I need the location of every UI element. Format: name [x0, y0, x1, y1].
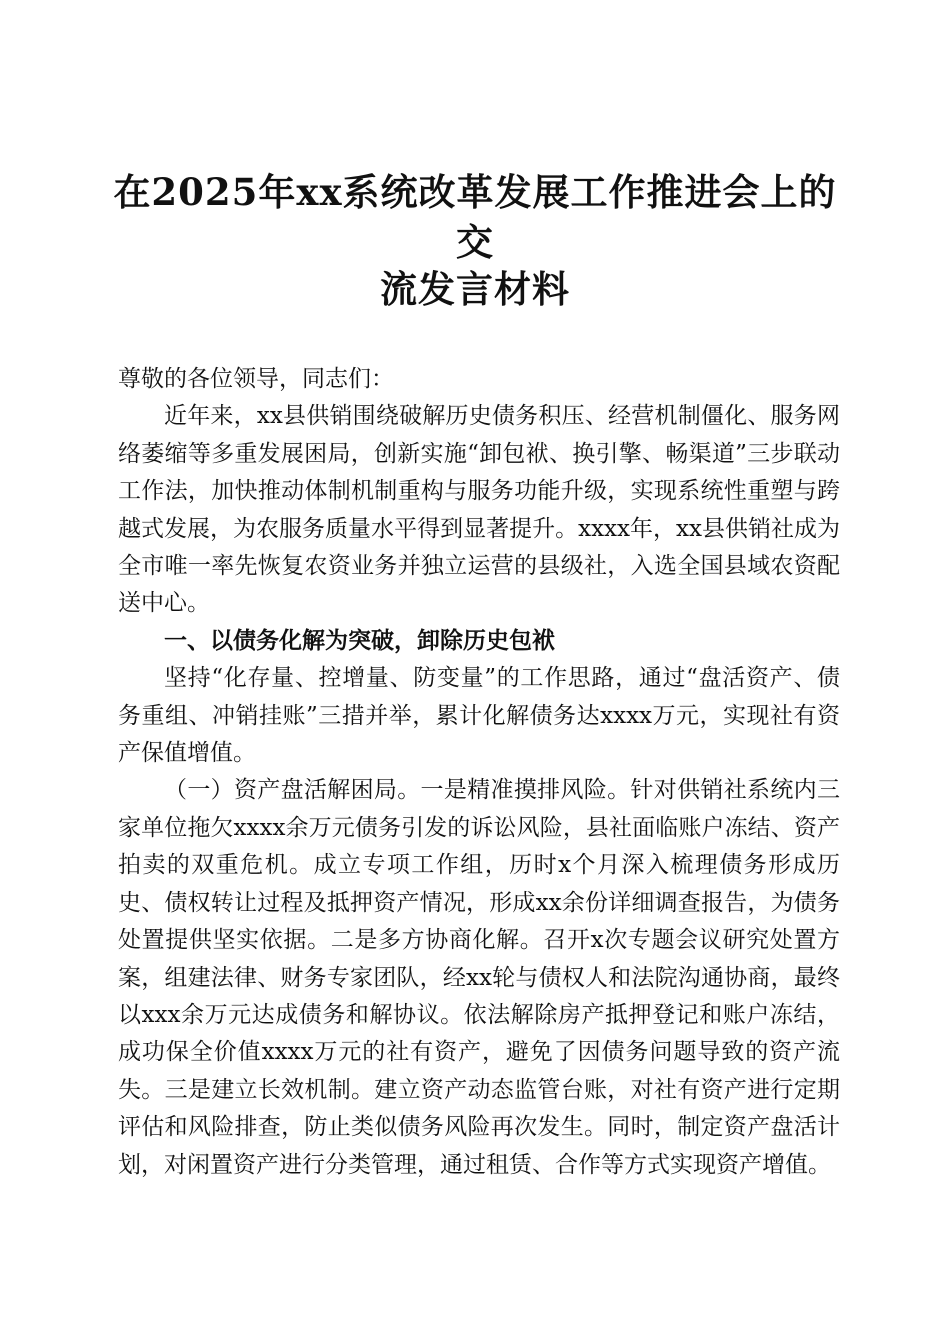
section-1-paragraph: 坚持“化存量、控增量、防变量”的工作思路，通过“盘活资产、债务重组、冲销挂账”三措并举，累计化解债务达xxxx万元，实现社有资产保值增值。: [118, 665, 840, 767]
salutation: 尊敬的各位领导，同志们：: [118, 366, 394, 392]
section-heading-1: 一、以债务化解为突破，卸除历史包袱: [164, 627, 555, 654]
document-body: [118, 361, 840, 1184]
subsection-1-paragraph: （一）资产盘活解困局。一是精准摸排风险。针对供销社系统内三家单位拖欠xxxx余万元债务引发的诉讼风险，县社面临账户冻结、资产拍卖的双重危机。成立专项工作组，历时x个月深入梳理债务形成历史、债权转让过程及抵押资产情况，形成xx余份详细调查报告，为债务处置提供坚实依据。二是多方协商化解。召开x次专题会议研究处置方案，组建法律、财务专家团队，经xx轮与债权人和法院沟通协商，最终以xxx余万元达成债务和解协议。依法解除房产抵押登记和账户冻结，成功保全价值xxxx万元的社有资产，避免了因债务问题导致的资产流失。三是建立长效机制。建立资产动态监管台账，对社有资产进行定期评估和风险排查，防止类似债务风险再次发生。同时，制定资产盘活计划，对闲置资产进行分类管理，通过租赁、合作等方式实现资产增值。: [118, 777, 840, 1178]
document-title-line-1: 在2025年xx系统改革发展工作推进会上的交: [113, 170, 837, 264]
intro-paragraph: 近年来，xx县供销围绕破解历史债务积压、经营机制僵化、服务网络萎缩等多重发展困局，创新实施“卸包袱、换引擎、畅渠道”三步联动工作法，加快推动体制机制重构与服务功能升级，实现系统性重塑与跨越式发展，为农服务质量水平得到显著提升。xxxx年，xx县供销社成为全市唯一率先恢复农资业务并独立运营的县级社，入选全国县域农资配送中心。: [118, 403, 840, 617]
document-title-line-2: 流发言材料: [380, 267, 570, 311]
